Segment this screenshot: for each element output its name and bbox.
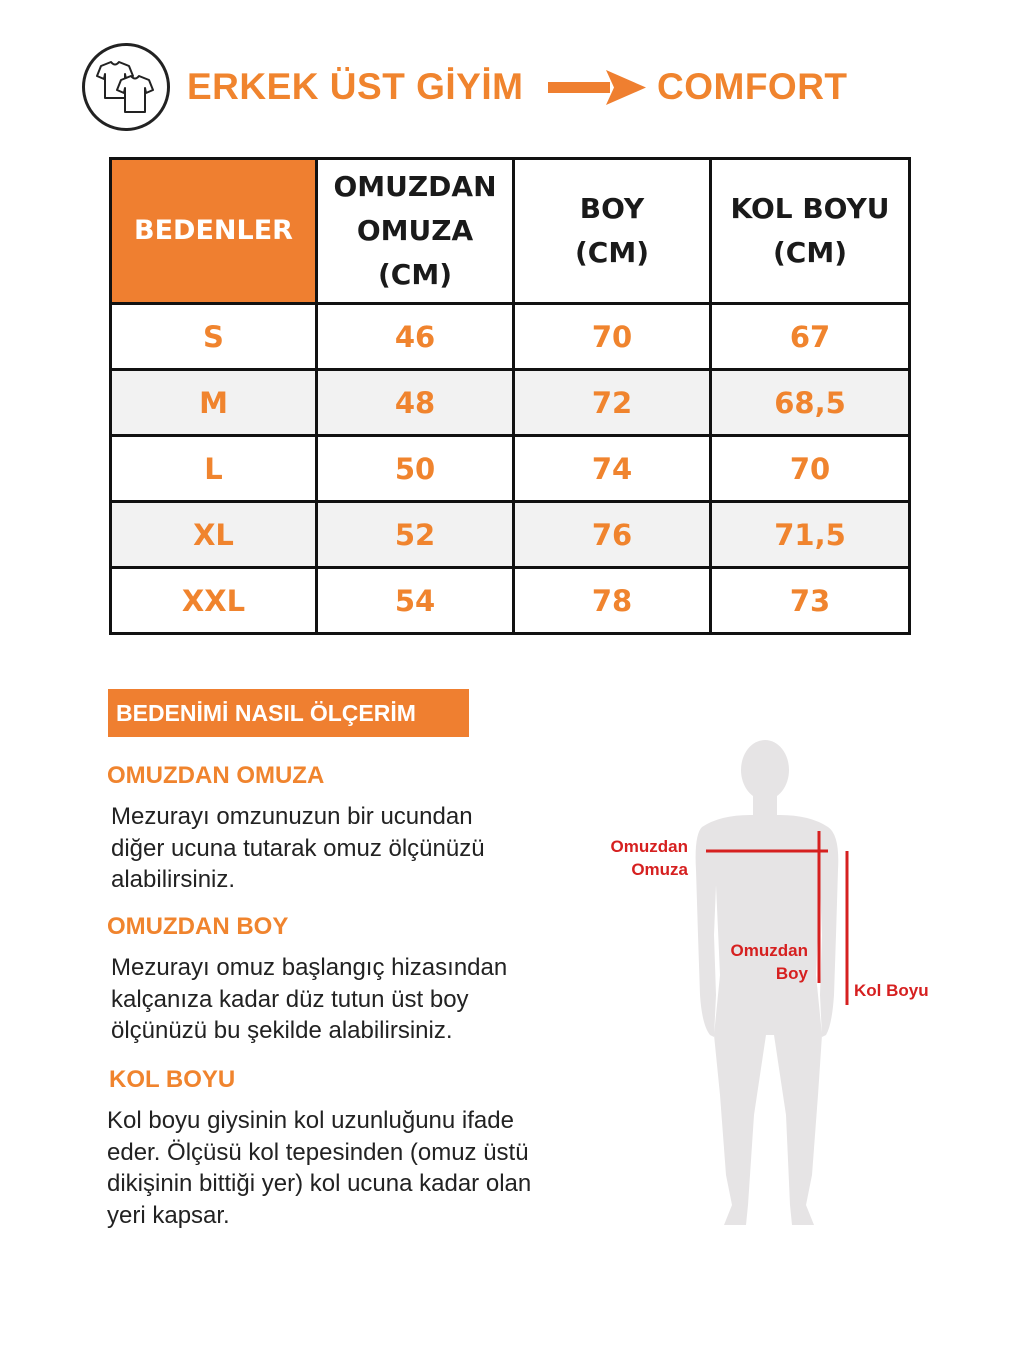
length-cell: 70 xyxy=(514,304,711,370)
table-row xyxy=(111,568,910,634)
text-line: ölçünüzü bu şekilde alabilirsiniz. xyxy=(111,1017,453,1044)
size-cell: S xyxy=(111,304,317,370)
section-title-shoulder: OMUZDAN OMUZA xyxy=(107,762,325,789)
header-line: (CM) xyxy=(574,236,649,269)
shoulder-cell: 48 xyxy=(317,370,514,436)
label-line: Boy xyxy=(775,964,808,983)
length-cell: 78 xyxy=(514,568,711,634)
size-cell: XL xyxy=(111,502,317,568)
table-header-row xyxy=(111,159,910,304)
text-line: yeri kapsar. xyxy=(107,1201,230,1229)
length-cell: 72 xyxy=(514,370,711,436)
length-header xyxy=(514,159,711,304)
shoulder-cell: 54 xyxy=(317,568,514,634)
how-to-measure-banner xyxy=(108,689,469,737)
text-line: kalçanıza kadar düz tutun üst boy xyxy=(111,985,469,1013)
sleeve-cell: 70 xyxy=(711,436,910,502)
section-text-shoulder xyxy=(111,801,591,896)
label-line: Omuzdan xyxy=(610,837,688,856)
section-title-sleeve: KOL BOYU xyxy=(109,1066,236,1093)
text-line: diğer ucuna tutarak omuz ölçünüzü xyxy=(111,834,485,862)
shoulder-header xyxy=(317,159,514,304)
header-line: KOL BOYU xyxy=(730,192,890,225)
arrow-right-icon xyxy=(548,68,648,108)
sleeve-cell: 73 xyxy=(711,568,910,634)
sleeve-cell: 68,5 xyxy=(711,370,910,436)
shoulder-cell: 46 xyxy=(317,304,514,370)
shoulder-cell: 52 xyxy=(317,502,514,568)
section-text-length xyxy=(111,952,591,1047)
tshirts-icon xyxy=(82,43,170,131)
table-row xyxy=(111,502,910,568)
sleeve-header xyxy=(711,159,910,304)
shoulder-cell: 50 xyxy=(317,436,514,502)
text-line: dikişinin bittiği yer) kol ucuna kadar olan xyxy=(107,1170,532,1197)
size-cell: L xyxy=(111,436,317,502)
text-line: Mezurayı omuz başlangıç hizasından xyxy=(111,954,508,981)
category-title: ERKEK ÜST GİYİM xyxy=(187,66,524,107)
section-title-length: OMUZDAN BOY xyxy=(107,913,289,940)
shoulder-label xyxy=(598,835,688,881)
table-row xyxy=(111,370,910,436)
length-cell: 74 xyxy=(514,436,711,502)
label-line: Omuza xyxy=(631,860,688,879)
sleeve-cell: 71,5 xyxy=(711,502,910,568)
header-line: OMUZA xyxy=(356,214,474,247)
table-row xyxy=(111,436,910,502)
banner-label: BEDENİMİ NASIL ÖLÇERİM xyxy=(116,699,416,726)
sleeve-cell: 67 xyxy=(711,304,910,370)
size-cell: M xyxy=(111,370,317,436)
text-line: eder. Ölçüsü kol tepesinden (omuz üstü xyxy=(107,1138,529,1166)
sizes-header: BEDENLER xyxy=(111,159,317,304)
header-line: OMUZDAN xyxy=(333,170,497,203)
length-label xyxy=(720,939,808,985)
table-row xyxy=(111,304,910,370)
section-text-sleeve xyxy=(107,1105,597,1231)
label-line: Omuzdan xyxy=(730,941,808,960)
text-line: Kol boyu giysinin kol uzunluğunu ifade xyxy=(107,1107,514,1134)
sleeve-label: Kol Boyu xyxy=(854,981,929,1000)
text-line: alabilirsiniz. xyxy=(111,866,236,893)
header-line: (CM) xyxy=(377,258,452,291)
header-line: BOY xyxy=(579,192,645,225)
header-line: (CM) xyxy=(772,236,847,269)
size-cell: XXL xyxy=(111,568,317,634)
size-table xyxy=(109,157,911,635)
measurement-figure xyxy=(590,735,960,1235)
length-cell: 76 xyxy=(514,502,711,568)
fit-title: COMFORT xyxy=(657,66,848,107)
page-header xyxy=(0,0,1020,150)
text-line: Mezurayı omzunuzun bir ucundan xyxy=(111,803,473,830)
